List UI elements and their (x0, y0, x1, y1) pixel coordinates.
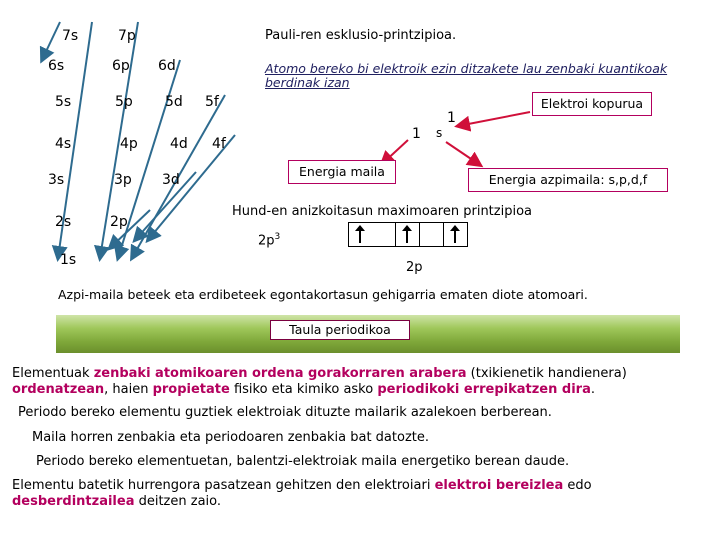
highlight-span: elektroi bereizlea (434, 478, 564, 493)
notation-orbital: s (436, 126, 443, 140)
highlight-span: periodikoki errepikatzen dira (377, 382, 591, 397)
orbital-box-gap (420, 222, 444, 247)
pauli-text: Atomo bereko bi elektroik ezin ditzakete lau zenbaki kuantikoak berdinak izan (265, 61, 668, 90)
electrons-count-box: Elektroi kopurua (532, 92, 652, 116)
orbital-label: 2s (55, 214, 72, 230)
taula-paragraph-4: Periodo bereko elementuetan, balentzi-elektroiak maila energetiko berean daude. (36, 454, 570, 469)
taula-title: Taula periodikoa (270, 320, 410, 340)
notation-exponent: 1 (447, 110, 456, 126)
hund-title: Hund-en anizkoitasun maximoaren printzipioa (232, 204, 532, 219)
text-span: (txikienetik handienera) (466, 366, 627, 381)
orbital-label: 4f (212, 136, 226, 152)
orbital-box-gap (372, 222, 396, 247)
up-arrow-icon (444, 223, 466, 245)
highlight-span: zenbaki atomikoaren ordena gorakorraren arabera (93, 366, 467, 381)
red-arrow-sublevel (446, 142, 480, 165)
energy-level-box: Energia maila (288, 160, 396, 184)
azpimaila-text: Azpi-maila beteek eta erdibeteek egontakortasun gehigarria ematen diote atomoari. (58, 287, 588, 302)
notation-coefficient: 1 (412, 126, 421, 142)
text-span: Elementuak (12, 366, 94, 381)
highlight-span: desberdintzailea (12, 494, 135, 509)
highlight-span: propietate (152, 382, 230, 397)
taula-paragraph-2: Periodo bereko elementu guztiek elektroiak dituzte mailarik azalekoen berberean. (18, 405, 552, 420)
hund-config-exp: 3 (274, 232, 281, 242)
orbital-label: 6p (112, 58, 130, 74)
red-arrow-exponent (458, 112, 530, 126)
orbital-label: 1s (60, 252, 77, 268)
highlight-span: ordenatzean (12, 382, 105, 397)
orbital-label: 5d (165, 94, 183, 110)
orbital-label: 7s (62, 28, 79, 44)
text-span: . (590, 382, 595, 397)
taula-paragraph-5 (12, 478, 712, 510)
orbital-label: 5s (55, 94, 72, 110)
taula-paragraph-3: Maila horren zenbakia eta periodoaren zenbakia bat datozte. (32, 430, 430, 445)
orbital-label: 4d (170, 136, 188, 152)
text-span: Elementu batetik hurrengora pasatzean gehitzen den elektroiari (12, 478, 435, 493)
hund-box-label: 2p (406, 260, 423, 275)
orbital-box (348, 222, 373, 247)
text-span: fisiko eta kimiko asko (229, 382, 378, 397)
orbital-label: 3d (162, 172, 180, 188)
energy-sublevel-box: Energia azpimaila: s,p,d,f (468, 168, 668, 192)
hund-config-base: 2p (258, 233, 275, 249)
orbital-label: 7p (118, 28, 136, 44)
orbital-label: 3s (48, 172, 65, 188)
text-span: , haien (104, 382, 153, 397)
orbital-box (395, 222, 420, 247)
orbital-label: 6d (158, 58, 176, 74)
text-span: edo (563, 478, 592, 493)
taula-paragraph-1 (12, 366, 712, 398)
orbital-box (443, 222, 468, 247)
orbital-label: 2p (110, 214, 128, 230)
up-arrow-icon (396, 223, 418, 245)
text-span: deitzen zaio. (134, 494, 222, 509)
hund-config (258, 232, 280, 248)
pauli-title: Pauli-ren esklusio-printzipioa. (265, 28, 457, 43)
orbital-label: 3p (114, 172, 132, 188)
orbital-label: 6s (48, 58, 65, 74)
orbital-label: 4p (120, 136, 138, 152)
up-arrow-icon (349, 223, 371, 245)
orbital-label: 5f (205, 94, 219, 110)
diagonal-arrow (42, 22, 60, 60)
orbital-label: 4s (55, 136, 72, 152)
orbital-label: 5p (115, 94, 133, 110)
